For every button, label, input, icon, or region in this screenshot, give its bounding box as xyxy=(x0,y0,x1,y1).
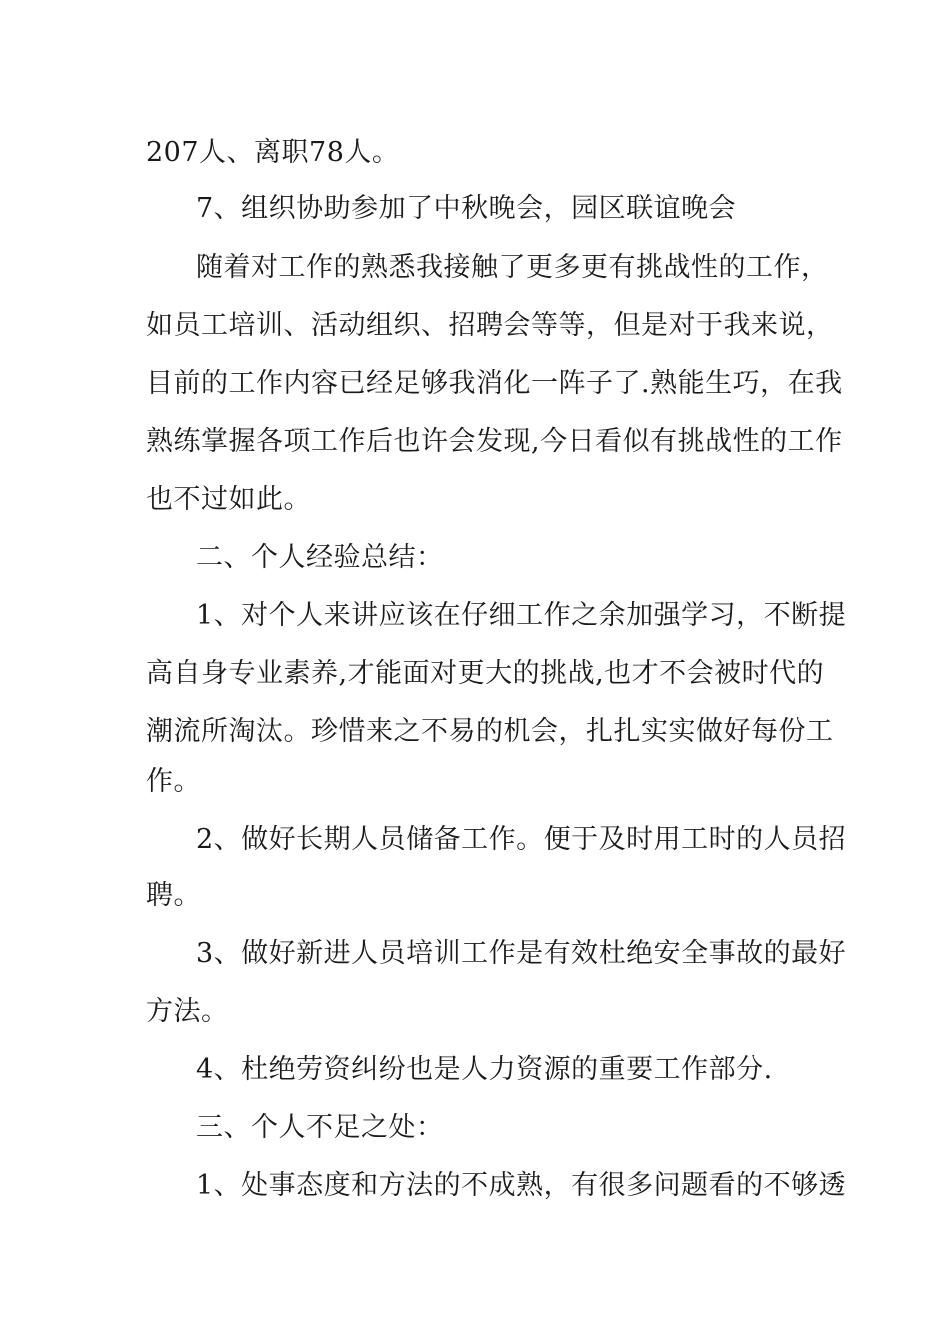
list-item: 4、杜绝劳资纠纷也是人力资源的重要工作部分. xyxy=(196,1054,773,1085)
list-item: 1、对个人来讲应该在仔细工作之余加强学习，不断提 xyxy=(196,600,847,631)
list-item: 3、做好新进人员培训工作是有效杜绝安全事故的最好 xyxy=(196,938,847,969)
list-item: 7、组织协助参加了中秋晚会，园区联谊晚会 xyxy=(196,193,737,224)
paragraph-line: 熟练掌握各项工作后也许会发现,今日看似有挑战性的工作 xyxy=(146,426,843,457)
paragraph-line: 方法。 xyxy=(146,996,229,1027)
paragraph-line: 如员工培训、活动组织、招聘会等等，但是对于我来说， xyxy=(146,310,834,341)
text-line: 207人、离职78人。 xyxy=(146,137,400,168)
paragraph-line: 作。 xyxy=(146,766,201,797)
paragraph-line: 潮流所淘汰。珍惜来之不易的机会，扎扎实实做好每份工 xyxy=(146,716,834,747)
paragraph-line: 聘。 xyxy=(146,880,201,911)
paragraph-line: 目前的工作内容已经足够我消化一阵子了.熟能生巧，在我 xyxy=(146,368,843,399)
paragraph-line: 随着对工作的熟悉我接触了更多更有挑战性的工作， xyxy=(196,252,829,283)
list-item: 1、处事态度和方法的不成熟，有很多问题看的不够透 xyxy=(196,1170,847,1201)
paragraph-line: 也不过如此。 xyxy=(146,484,311,515)
section-heading: 三、个人不足之处： xyxy=(196,1112,444,1143)
paragraph-line: 高自身专业素养,才能面对更大的挑战,也才不会被时代的 xyxy=(146,658,825,689)
section-heading: 二、个人经验总结： xyxy=(196,542,444,573)
list-item: 2、做好长期人员储备工作。便于及时用工时的人员招 xyxy=(196,824,847,855)
